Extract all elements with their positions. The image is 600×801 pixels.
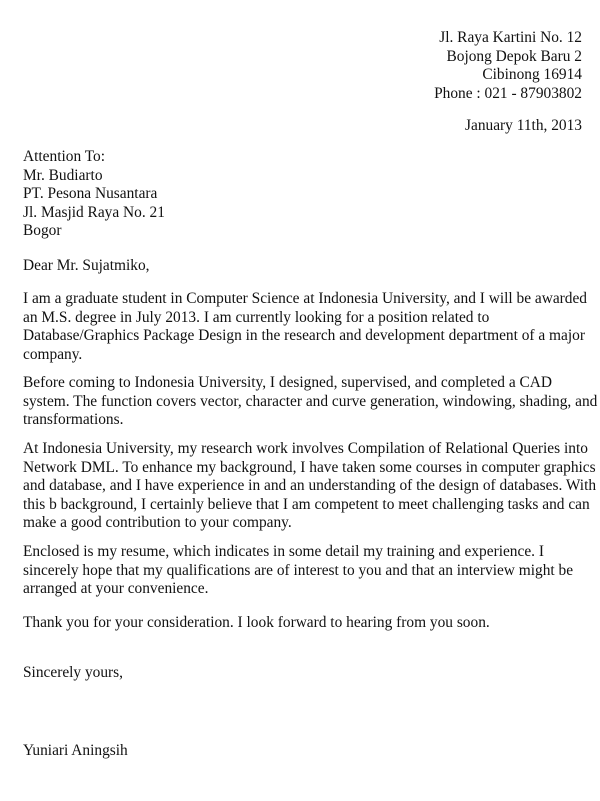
recipient-address [23,148,165,241]
paragraph-line: transformations. [23,411,124,428]
paragraph-line: arranged at your convenience. [23,580,209,597]
paragraph-line: I am a graduate student in Computer Science at Indonesia University, and I will be awarded [23,290,587,307]
paragraph-line: an M.S. degree in July 2013. I am currently looking for a position related to [23,308,490,326]
sender-street: Jl. Raya Kartini No. 12 [439,29,582,46]
signature-name: Yuniari Aningsih [23,742,128,759]
letter-date: January 11th, 2013 [465,117,582,134]
paragraph-line: make a good contribution to your company. [23,514,292,531]
paragraph-line: and database, and I have experience in and an understanding of the design of databases. With [23,477,597,494]
paragraph-line: Before coming to Indonesia University, I designed, supervised, and completed a CAD [23,374,552,391]
recipient-company: PT. Pesona Nusantara [23,185,158,202]
paragraph-line: sincerely hope that my qualifications are of interest to you and that an interview might be [23,561,574,579]
paragraph-experience [23,374,598,430]
paragraph-line: system. The function covers vector, character and curve generation, windowing, shading, and [23,392,598,410]
sender-city: Cibinong 16914 [482,66,582,83]
paragraph-line: At Indonesia University, my research work involves Compilation of Relational Queries into [23,440,588,457]
sender-district: Bojong Depok Baru 2 [446,47,582,65]
recipient-city: Bogor [23,222,62,239]
paragraph-research [23,440,597,533]
attention-label: Attention To: [23,148,106,165]
paragraph-thanks [23,614,593,633]
paragraph-line: Thank you for your consideration. I look forward to hearing from you soon. [23,614,490,631]
recipient-name: Mr. Budiarto [23,166,103,184]
closing: Sincerely yours, [23,664,124,681]
paragraph-line: company. [23,345,83,363]
paragraph-introduction [23,290,593,364]
paragraph-line: Database/Graphics Package Design in the research and development department of a major [23,327,585,344]
paragraph-line: this b background, I certainly believe that I am competent to meet challenging tasks and can [23,495,590,513]
paragraph-line: Enclosed is my resume, which indicates in some detail my training and experience. I [23,543,544,560]
paragraph-line: Network DML. To enhance my background, I have taken some courses in computer graphics [23,458,596,476]
paragraph-enclosure [23,543,593,599]
recipient-street: Jl. Masjid Raya No. 21 [23,203,165,221]
sender-address [434,29,582,103]
sender-phone: Phone : 021 - 87903802 [434,84,582,102]
salutation: Dear Mr. Sujatmiko, [23,257,150,274]
